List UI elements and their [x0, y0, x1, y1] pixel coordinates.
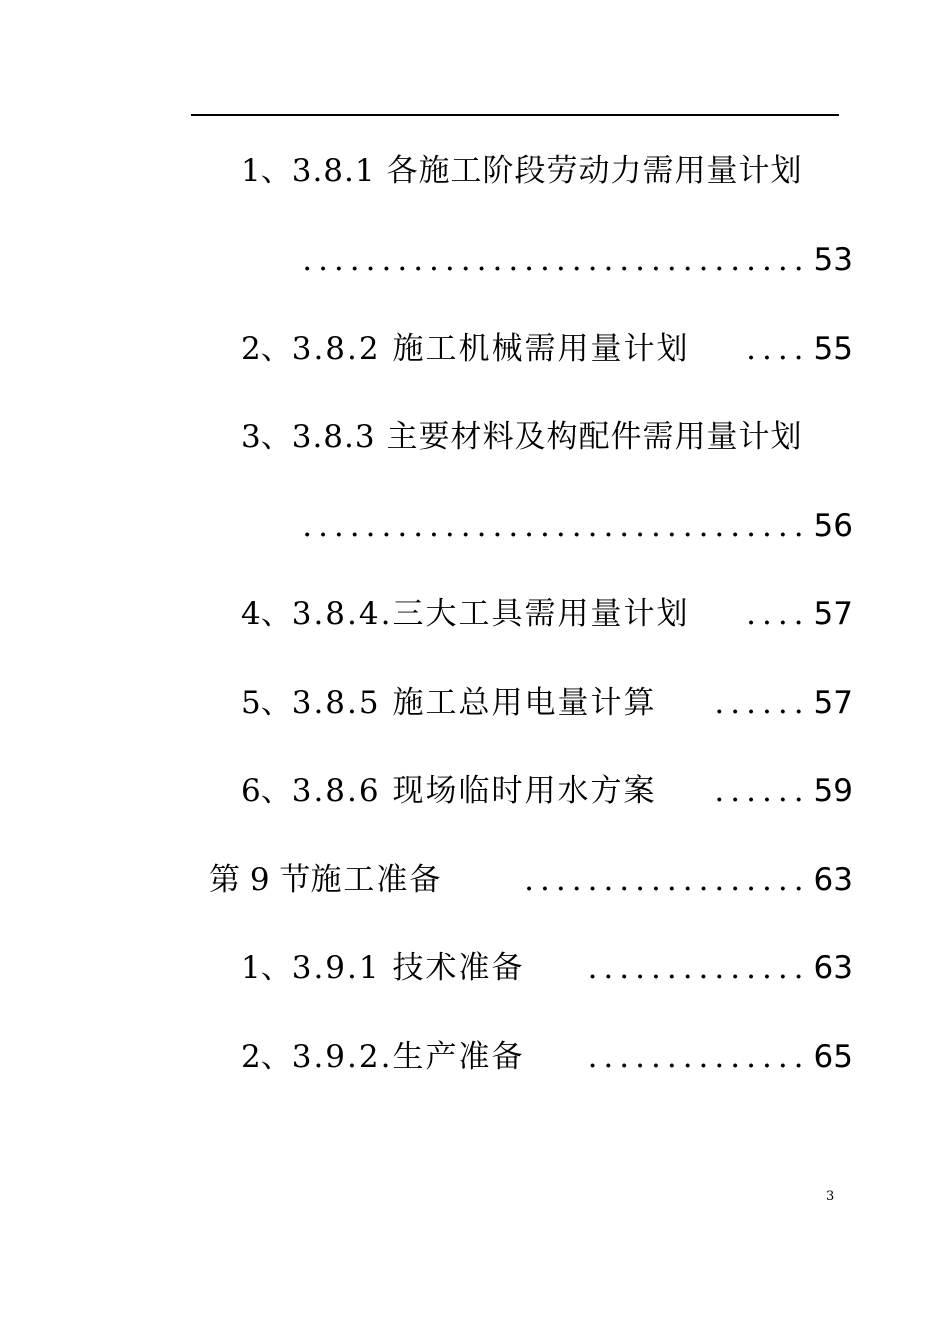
- toc-entry-3-9-2[interactable]: [241, 1037, 853, 1077]
- toc-entry-title: 3.8.3 主要材料及构配件需用量计划: [291, 419, 803, 455]
- toc-page-number: 55: [813, 331, 853, 367]
- toc-entry-3-8-5[interactable]: [241, 683, 853, 723]
- toc-leader-dots: ..................: [524, 862, 810, 898]
- toc-page-number: 63: [813, 862, 853, 898]
- toc-entry-number: 2、: [241, 331, 292, 367]
- toc-entry-number: 1、: [241, 153, 292, 189]
- toc-entry-title: 3.9.1 技术准备: [291, 950, 525, 986]
- toc-entry-3-8-2[interactable]: [241, 329, 853, 369]
- toc-entry-number: 1、: [241, 950, 292, 986]
- toc-leader-dots: ......: [714, 685, 810, 721]
- toc-entry-3-8-6[interactable]: [241, 771, 853, 811]
- toc-entry-title: 3.9.2.生产准备: [291, 1039, 525, 1075]
- toc-leader-dots: ......: [714, 773, 810, 809]
- toc-page-number: 53: [813, 242, 853, 278]
- toc-entry-3-8-1[interactable]: [241, 151, 853, 191]
- toc-entry-3-8-3[interactable]: [241, 417, 853, 457]
- toc-entry-title: 3.8.1 各施工阶段劳动力需用量计划: [291, 153, 803, 189]
- toc-entry-3-8-4[interactable]: [241, 594, 853, 634]
- toc-entry-number: 2、: [241, 1039, 292, 1075]
- toc-leader-dots: ..............: [587, 1039, 810, 1075]
- toc-leader-dots: ....: [746, 596, 810, 632]
- toc-leader-dots: ..............: [587, 950, 810, 986]
- toc-entry-number: 4、: [241, 596, 292, 632]
- toc-section-title: 施工准备: [310, 862, 443, 898]
- toc-section-number: 第 9 节: [209, 862, 311, 898]
- toc-entry-3-9-1[interactable]: [241, 948, 853, 988]
- toc-entry-title: 3.8.6 现场临时用水方案: [291, 773, 657, 809]
- toc-page-number: 57: [813, 685, 853, 721]
- toc-entry-number: 6、: [241, 773, 292, 809]
- toc-entry-title: 3.8.4.三大工具需用量计划: [291, 596, 690, 632]
- toc-page-number: 65: [813, 1039, 853, 1075]
- toc-leader-dots: ................................: [302, 508, 810, 544]
- toc-page-number: 59: [813, 773, 853, 809]
- toc-page-number: 57: [813, 596, 853, 632]
- toc-entry-3-8-1-continuation[interactable]: [241, 240, 853, 280]
- toc-section-9[interactable]: [209, 860, 853, 900]
- toc-entry-number: 5、: [241, 685, 292, 721]
- toc-leader-dots: ....: [746, 331, 810, 367]
- toc-entry-number: 3、: [241, 419, 292, 455]
- toc-page-number: 63: [813, 950, 853, 986]
- page-number: 3: [826, 1189, 835, 1204]
- toc-entry-3-8-3-continuation[interactable]: [241, 506, 853, 546]
- toc-leader-dots: ................................: [302, 242, 810, 278]
- toc-page-number: 56: [813, 508, 853, 544]
- toc-entry-title: 3.8.2 施工机械需用量计划: [291, 331, 690, 367]
- toc-entry-title: 3.8.5 施工总用电量计算: [291, 685, 657, 721]
